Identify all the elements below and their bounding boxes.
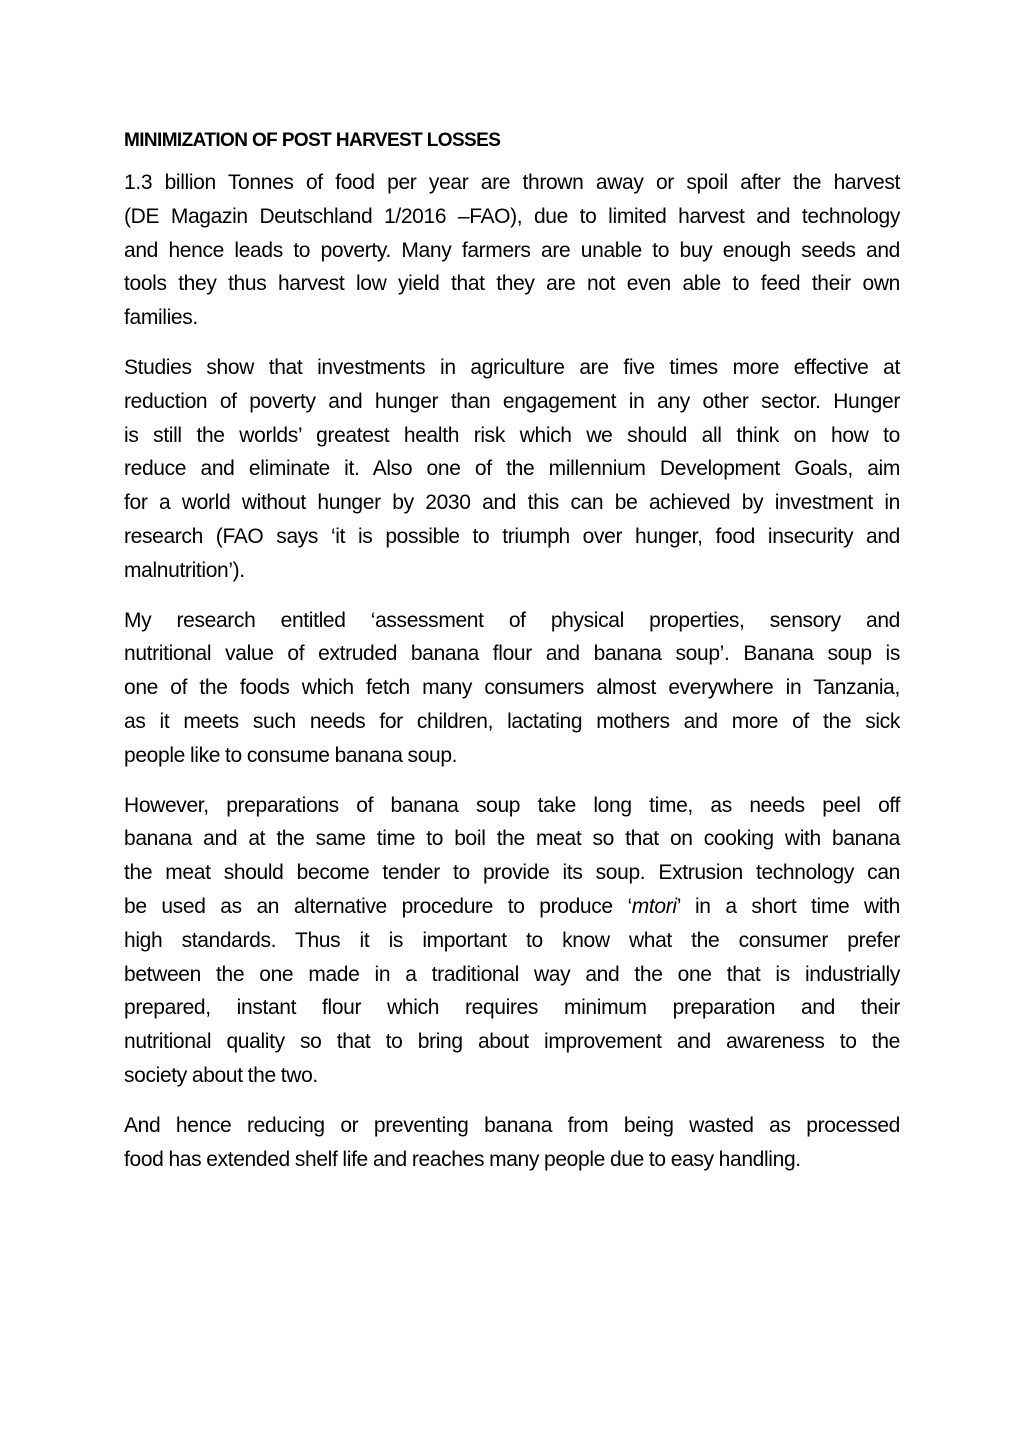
text-line: However, preparations of banana soup take long time, as needs peel off: [124, 793, 900, 817]
paragraph-research-title: [124, 604, 900, 773]
text-line: people like to consume banana soup.: [124, 743, 458, 767]
text-line: between the one made in a traditional way and the one that is industrially: [124, 962, 900, 986]
text-line: (DE Magazin Deutschland 1/2016 –FAO), due to limited harvest and technology: [124, 204, 900, 228]
text-line: the meat should become tender to provide its soup. Extrusion technology can: [124, 861, 900, 885]
text-line: reduce and eliminate it. Also one of the millennium Development Goals, aim: [124, 457, 900, 481]
text-line: research (FAO says ‘it is possible to triumph over hunger, food insecurity and: [124, 524, 900, 548]
text-line: families.: [124, 306, 198, 330]
text-line: society about the two.: [124, 1063, 318, 1087]
text-line: and hence leads to poverty. Many farmers are unable to buy enough seeds and: [124, 238, 900, 262]
text-line: tools they thus harvest low yield that they are not even able to feed their own: [124, 272, 900, 296]
text-line: food has extended shelf life and reaches many people due to easy handling.: [124, 1147, 801, 1171]
text-segment: ’ in a short time with: [676, 894, 900, 918]
text-line: high standards. Thus it is important to know what the consumer prefer: [124, 928, 900, 952]
paragraph-conclusion: [124, 1109, 900, 1177]
text-line: Studies show that investments in agriculture are five times more effective at: [124, 355, 900, 379]
document-page: [124, 124, 900, 1192]
text-line: as it meets such needs for children, lactating mothers and more of the sick: [124, 709, 900, 733]
text-line: is still the worlds’ greatest health risk which we should all think on how to: [124, 423, 900, 447]
text-line: prepared, instant flour which requires minimum preparation and their: [124, 996, 900, 1020]
text-segment: be used as an alternative procedure to produce ‘: [124, 894, 632, 918]
text-line: malnutrition’).: [124, 558, 245, 582]
paragraph-post-harvest-losses: [124, 166, 900, 335]
text-line: My research entitled ‘assessment of physical properties, sensory and: [124, 608, 900, 632]
paragraph-investment-studies: [124, 351, 900, 588]
text-line: reduction of poverty and hunger than engagement in any other sector. Hunger: [124, 389, 900, 413]
italic-term-mtori: mtori: [631, 894, 677, 918]
text-line: And hence reducing or preventing banana from being wasted as processed: [124, 1113, 900, 1137]
paragraph-extrusion-technology: [124, 789, 900, 1093]
text-line-mtori: [124, 890, 900, 924]
text-line: nutritional quality so that to bring about improvement and awareness to the: [124, 1030, 900, 1054]
text-line: one of the foods which fetch many consumers almost everywhere in Tanzania,: [124, 676, 900, 700]
text-line: banana and at the same time to boil the meat so that on cooking with banana: [124, 827, 900, 851]
text-line: for a world without hunger by 2030 and this can be achieved by investment in: [124, 491, 900, 515]
text-line: nutritional value of extruded banana flour and banana soup’. Banana soup is: [124, 642, 900, 666]
document-title: MINIMIZATION OF POST HARVEST LOSSES: [124, 130, 501, 151]
text-line: 1.3 billion Tonnes of food per year are thrown away or spoil after the harvest: [124, 171, 900, 194]
